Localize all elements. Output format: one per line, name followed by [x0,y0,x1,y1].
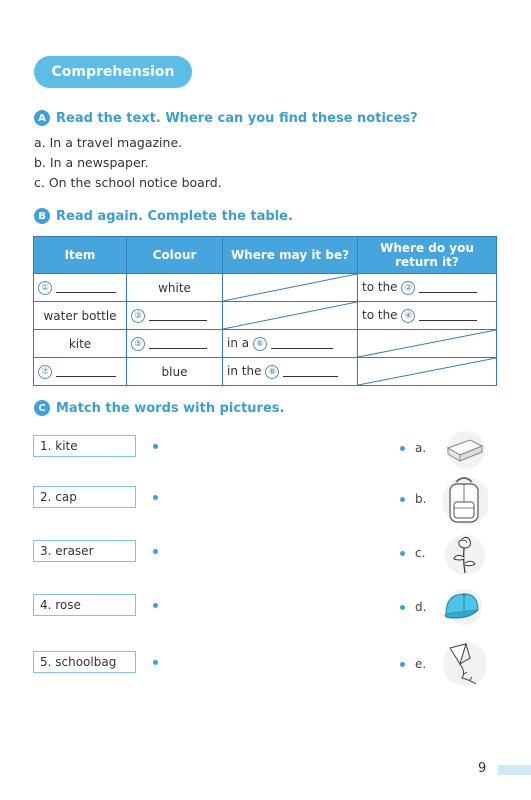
page-number: 9 [478,761,487,776]
crossed-line [358,358,496,385]
section-a-heading [34,110,418,126]
right-match-dot[interactable] [400,551,405,556]
answer-blank[interactable] [56,282,116,293]
blank-number: ④ [401,309,415,323]
word-box-schoolbag: 5. schoolbag [33,651,136,673]
picture-letter-c: c. [415,546,426,560]
answer-blank[interactable] [56,366,116,377]
option-a: a. In a travel magazine. [34,135,183,150]
word-box-rose: 4. rose [33,594,136,616]
cell-colour-3[interactable] [127,330,223,358]
cell-colour-4: blue [127,358,223,386]
crossed-line [358,330,496,357]
cell-return-3-crossed [358,330,497,358]
word-box-kite: 1. kite [33,435,136,457]
right-match-dot[interactable] [400,605,405,610]
blank-number: ② [401,281,415,295]
page-tab-decoration [498,765,531,775]
answer-blank[interactable] [419,282,477,293]
left-match-dot[interactable] [153,444,158,449]
answer-blank[interactable] [149,338,207,349]
cap-picture [440,588,484,626]
section-b-badge: B [34,208,50,224]
cell-colour-2[interactable] [127,302,223,330]
cell-where-4[interactable] [223,358,358,386]
cell-colour-1: white [127,274,223,302]
cell-return-4-crossed [358,358,497,386]
left-match-dot[interactable] [153,495,158,500]
return-prefix: to the [362,280,398,295]
picture-letter-e: e. [415,657,427,671]
section-c-heading [34,400,284,416]
cell-item-3: kite [34,330,127,358]
cell-where-3[interactable] [223,330,358,358]
completion-table [33,236,497,386]
word-box-eraser: 3. eraser [33,540,136,562]
blank-number: ① [38,281,52,295]
section-c-text: Match the words with pictures. [56,400,285,416]
right-match-dot[interactable] [400,446,405,451]
cell-item-4[interactable] [34,358,127,386]
cell-item-2: water bottle [34,302,127,330]
option-c: c. On the school notice board. [34,175,222,190]
blank-number: ③ [131,309,145,323]
header-where: Where may it be? [223,237,358,274]
eraser-picture [440,430,488,470]
picture-letter-b: b. [415,492,427,506]
return-prefix: to the [362,308,398,323]
picture-letter-d: d. [415,600,427,614]
header-item: Item [34,237,127,274]
right-match-dot[interactable] [400,497,405,502]
answer-blank[interactable] [271,338,333,349]
answer-blank[interactable] [149,310,207,321]
left-match-dot[interactable] [153,549,158,554]
blank-number: ⑥ [253,337,267,351]
section-c-badge: C [34,400,50,416]
blank-number: ⑤ [131,337,145,351]
answer-blank[interactable] [283,366,338,377]
left-match-dot[interactable] [153,603,158,608]
blank-number: ⑦ [38,365,52,379]
picture-letter-a: a. [415,441,427,455]
table-row [34,302,497,330]
table-row [34,274,497,302]
header-return: Where do you return it? [358,237,497,274]
kite-picture [440,640,486,688]
table-header-row [34,237,497,274]
option-b: b. In a newspaper. [34,155,149,170]
cell-return-1[interactable] [358,274,497,302]
section-b-heading [34,208,293,224]
left-match-dot[interactable] [153,660,158,665]
where-prefix: in the [227,364,262,379]
table-row [34,330,497,358]
table-row [34,358,497,386]
cell-item-1[interactable] [34,274,127,302]
blank-number: ⑧ [265,365,279,379]
header-colour: Colour [127,237,223,274]
section-title: Comprehension [51,64,175,80]
cell-where-1-crossed [223,274,358,302]
cell-return-2[interactable] [358,302,497,330]
crossed-line [223,302,357,329]
section-a-badge: A [34,110,50,126]
section-a-text: Read the text. Where can you find these notices? [56,110,418,126]
cell-where-2-crossed [223,302,358,330]
section-title-pill [34,56,192,88]
answer-blank[interactable] [419,310,477,321]
rose-picture [440,533,486,577]
schoolbag-picture [440,474,488,528]
word-box-cap: 2. cap [33,486,136,508]
section-b-text: Read again. Complete the table. [56,208,293,224]
where-prefix: in a [227,336,250,351]
right-match-dot[interactable] [400,662,405,667]
crossed-line [223,274,357,301]
